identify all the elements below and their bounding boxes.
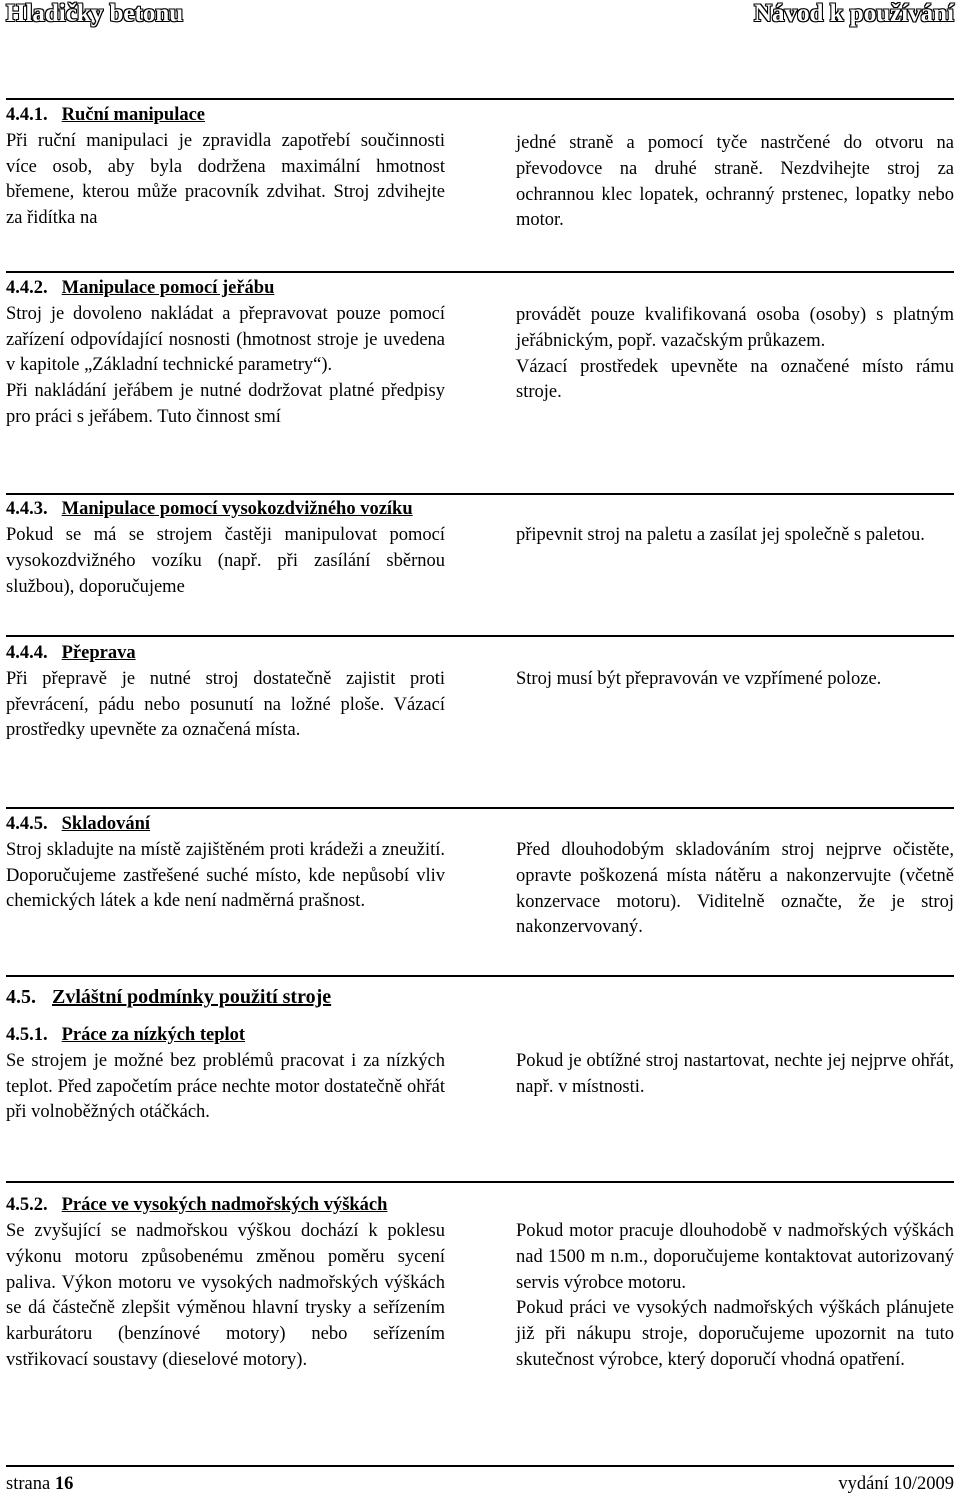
section-heading: 4.5.1. Práce za nízkých teplot (6, 1025, 246, 1045)
section-left-column (6, 641, 445, 744)
section-heading: 4.4.1. Ruční manipulace (6, 105, 206, 125)
paragraph: připevnit stroj na paletu a zasílat jej společně s paletou. (516, 525, 925, 545)
section-left-column (6, 523, 445, 600)
document-title: Hladičky betonu (6, 0, 184, 27)
section-right-column (516, 1219, 954, 1374)
paragraph: Se strojem je možné bez problémů pracovat i za nízkých teplot. Před započetím práce nechte motor dostatečně ohřát při volnoběžných otáčkách. (6, 1050, 445, 1123)
section-left-column (6, 1193, 502, 1219)
paragraph: Před dlouhodobým skladováním stroj nejprve očistěte, opravte poškozená místa nátěru a nakonzervujte (včetně konzervace motoru). Viditelně označte, že je stroj nakonzervovaný. (516, 840, 954, 938)
section-heading: 4.5.2. Práce ve vysokých nadmořských výškách (6, 1195, 388, 1215)
section-right-column (516, 1049, 954, 1101)
divider (6, 1181, 954, 1183)
divider (6, 98, 954, 100)
section-heading: 4.4.5. Skladování (6, 814, 151, 834)
edition-label: vydání 10/2009 (838, 1474, 954, 1494)
divider (6, 807, 954, 809)
section-left-column (6, 276, 445, 431)
section-right-column (516, 303, 954, 406)
section-left-column (6, 1023, 445, 1126)
section-right-column (516, 667, 954, 693)
divider (6, 1465, 954, 1467)
section-right-column (516, 838, 954, 941)
divider (6, 493, 954, 495)
section-left-column (6, 103, 445, 232)
manual-title: Návod k používání (753, 0, 954, 27)
paragraph: Při přepravě je nutné stroj dostatečně zajistit proti převrácení, pádu nebo posunutí na ložné ploše. Vázací prostředky upevněte za označená místa. (6, 668, 445, 741)
paragraph: Se zvyšující se nadmořskou výškou dochází k poklesu výkonu motoru způsobenému změnou poměru sycení paliva. Výkon motoru ve vysokých nadmořských výškách se dá částečně zlepšit výměnou hlavní trysky a seřízením karburátoru (benzínové motory) nebo seřízením vstřikovací soustavy (dieselové motory). (6, 1221, 445, 1370)
paragraph: Stroj skladujte na místě zajištěném proti krádeži a zneužití. Doporučujeme zastřešené suché místo, kde nepůsobí vliv chemických látek a kde není nadměrná prašnost. (6, 839, 445, 912)
divider (6, 975, 954, 977)
paragraph: Stroj musí být přepravován ve vzpřímené poloze. (516, 669, 882, 689)
section-right-column (516, 523, 954, 549)
paragraph: Při ruční manipulaci je zpravidla zapotřebí součinnosti více osob, aby byla dodržena maximální hmotnost břemene, kterou může pracovník zdvihat. Stroj zdvihejte za řidítka na (6, 130, 445, 229)
paragraph: Vázací prostředek upevněte na označené místo rámu stroje. (516, 356, 954, 403)
paragraph: Pokud je obtížné stroj nastartovat, nechte jej nejprve ohřát, např. v místnosti. (516, 1051, 954, 1097)
section-right-column (516, 131, 954, 234)
section-heading: 4.4.3. Manipulace pomocí vysokozdvižného vozíku (6, 499, 413, 519)
paragraph: Pokud se má se strojem častěji manipulovat pomocí vysokozdvižného vozíku (např. při zasílání sběrnou službou), doporučujeme (6, 525, 445, 597)
paragraph: jedné straně a pomocí tyče nastrčené do otvoru na převodovce na druhé straně. Nezdvihejte stroj za ochrannou klec lopatek, ochranný prstenec, lopatky nebo motor. (516, 133, 954, 231)
section-left-column (6, 497, 502, 523)
paragraph: Stroj je dovoleno nakládat a přepravovat pouze pomocí zařízení odpovídající nosnosti (hmotnost stroje je uvedena v kapitole „Základní technické parametry“). (6, 303, 445, 376)
section-left-column (6, 1219, 445, 1374)
section-left-column (6, 812, 445, 915)
page-number: strana 16 (6, 1474, 74, 1494)
page-header (6, 0, 954, 30)
divider (6, 271, 954, 273)
divider (6, 635, 954, 637)
section-heading: 4.4.2. Manipulace pomocí jeřábu (6, 278, 275, 298)
paragraph: Pokud práci ve vysokých nadmořských výškách plánujete již při nákupu stroje, doporučujeme upozornit na tuto skutečnost výrobce, který doporučí vhodná opatření. (516, 1298, 954, 1370)
paragraph: provádět pouze kvalifikovaná osoba (osoby) s platným jeřábnickým, popř. vazačským průkazem. (516, 305, 954, 351)
paragraph: Při nakládání jeřábem je nutné dodržovat platné předpisy pro práci s jeřábem. Tuto činnost smí (6, 381, 445, 427)
section-heading: 4.4.4. Přeprava (6, 643, 136, 663)
chapter-heading: 4.5. Zvláštní podmínky použití stroje (6, 986, 332, 1008)
paragraph: Pokud motor pracuje dlouhodobě v nadmořských výškách nad 1500 m n.m., doporučujeme kontaktovat autorizovaný servis výrobce motoru. (516, 1221, 954, 1293)
